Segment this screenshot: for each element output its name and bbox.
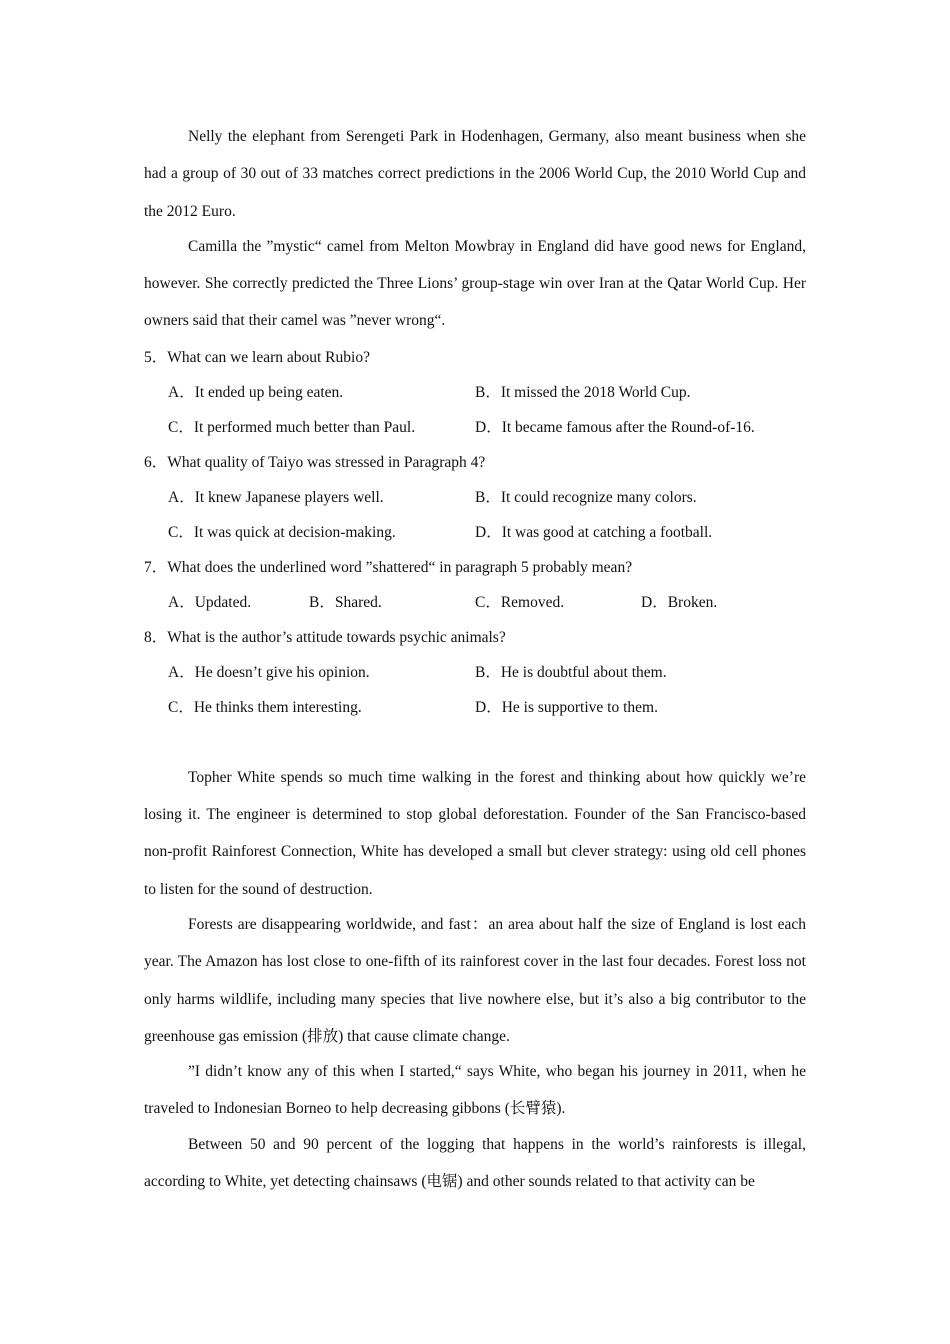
question-6-option-a: A．It knew Japanese players well.	[168, 488, 384, 506]
question-6-options-row-1	[144, 480, 806, 515]
paragraph-logging: Between 50 and 90 percent of the logging that happens in the world’s rainforests is illegal, according to White, yet detecting chainsaws (电锯) and other sounds related to that activity can be	[144, 1135, 806, 1191]
question-5-option-c: C．It performed much better than Paul.	[168, 418, 416, 436]
question-7-option-a: A．Updated.	[168, 593, 252, 611]
question-6-options-row-2	[144, 515, 806, 550]
question-5-options-row-1	[144, 375, 806, 410]
question-5: 5．What can we learn about Rubio?	[144, 348, 370, 366]
question-6-option-b: B．It could recognize many colors.	[475, 488, 697, 506]
question-8-options-row-2	[144, 690, 806, 725]
question-7: 7．What does the underlined word ”shattered“ in paragraph 5 probably mean?	[144, 558, 633, 576]
question-8: 8．What is the author’s attitude towards psychic animals?	[144, 628, 506, 646]
question-8-options-row-1	[144, 655, 806, 690]
paragraph-topher-white: Topher White spends so much time walking in the forest and thinking about how quickly we’re losing it. The engineer is determined to stop global deforestation. Founder of the San Francisco-based non-profit Rainforest Connection, White has developed a small but clever strategy: using old cell phones to listen for the sound of destruction.	[144, 768, 806, 898]
question-8-option-a: A．He doesn’t give his opinion.	[168, 663, 370, 681]
question-6-option-d: D．It was good at catching a football.	[475, 523, 713, 541]
paragraph-white-quote: ”I didn’t know any of this when I started,“ says White, who began his journey in 2011, when he traveled to Indonesian Borneo to help decreasing gibbons (长臂猿).	[144, 1063, 806, 1118]
question-6-option-c: C．It was quick at decision-making.	[168, 523, 396, 541]
question-7-options-row	[144, 585, 806, 620]
question-5-option-b: B．It missed the 2018 World Cup.	[475, 383, 691, 401]
question-6: 6．What quality of Taiyo was stressed in Paragraph 4?	[144, 453, 486, 471]
question-5-option-a: A．It ended up being eaten.	[168, 383, 344, 401]
paragraph-camilla: Camilla the ”mystic“ camel from Melton Mowbray in England did have good news for England, however. She correctly predicted the Three Lions’ group-stage win over Iran at the Qatar World Cup. Her owners said that their camel was ”never wrong“.	[144, 237, 806, 330]
question-7-option-b: B．Shared.	[309, 593, 382, 611]
question-7-option-c: C．Removed.	[475, 593, 565, 611]
question-8-option-b: B．He is doubtful about them.	[475, 663, 667, 681]
paragraph-nelly: Nelly the elephant from Serengeti Park in Hodenhagen, Germany, also meant business when she had a group of 30 out of 33 matches correct predictions in the 2006 World Cup, the 2010 World Cup and the 2012 Euro.	[144, 128, 806, 220]
section-gap	[144, 725, 806, 759]
question-5-option-d: D．It became famous after the Round-of-16.	[475, 418, 755, 436]
document-body	[144, 118, 806, 1200]
paragraph-forests: Forests are disappearing worldwide, and fast：an area about half the size of England is lost each year. The Amazon has lost close to one-fifth of its rainforest cover in the last four decades. Forest loss not only harms wildlife, including many species that live nowhere else, but it’s also a big contributor to the greenhouse gas emission (排放) that cause climate change.	[144, 915, 806, 1045]
question-8-option-d: D．He is supportive to them.	[475, 698, 658, 716]
question-8-option-c: C．He thinks them interesting.	[168, 698, 362, 716]
question-7-option-d: D．Broken.	[641, 593, 718, 611]
question-5-options-row-2	[144, 410, 806, 445]
